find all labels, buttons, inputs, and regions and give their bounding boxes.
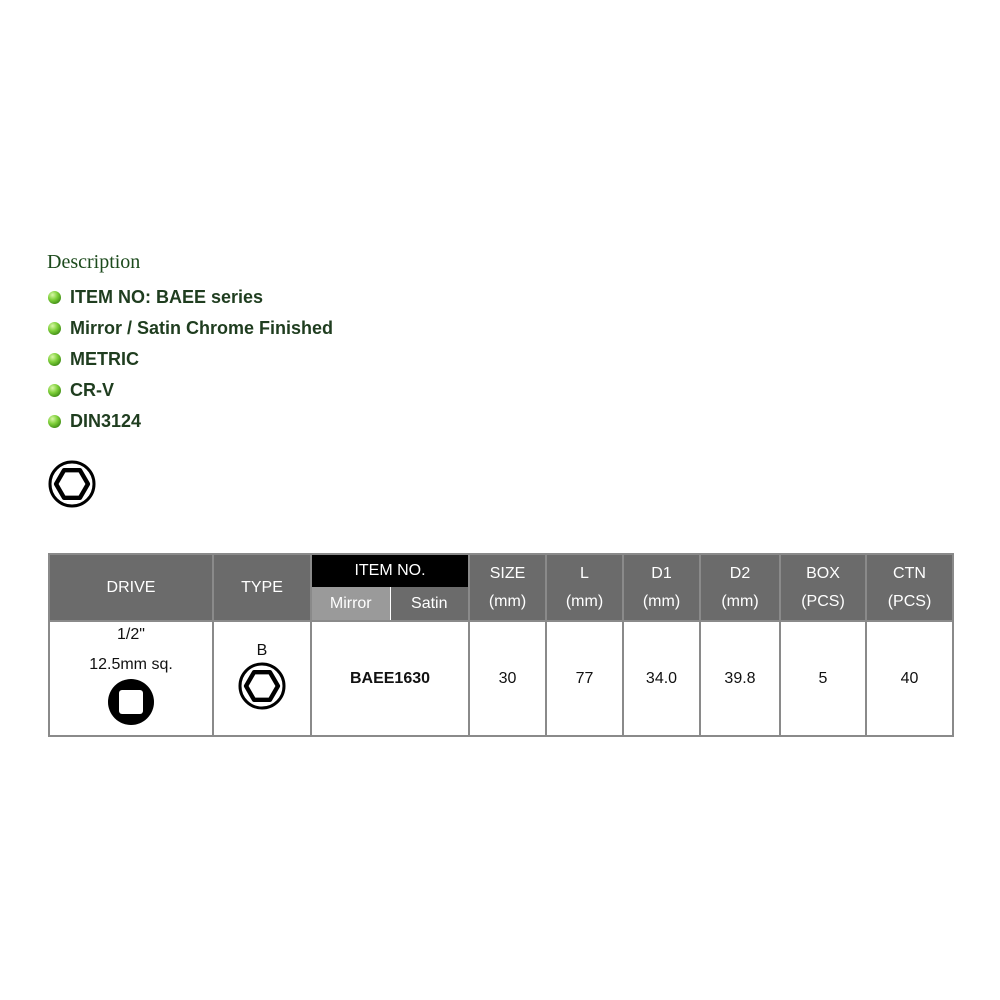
feature-text: ITEM NO: BAEE series bbox=[70, 287, 264, 307]
cell-item-no: BAEE1630 bbox=[311, 621, 469, 736]
header-drive: DRIVE bbox=[49, 554, 213, 621]
type-label: B bbox=[256, 642, 268, 659]
feature-list bbox=[48, 282, 333, 437]
feature-text: Mirror / Satin Chrome Finished bbox=[70, 318, 334, 338]
cell-l: 77 bbox=[546, 621, 623, 736]
feature-item bbox=[48, 313, 333, 344]
header-item-no bbox=[311, 554, 469, 621]
cell-d2: 39.8 bbox=[700, 621, 780, 736]
header-box-unit: (PCS) bbox=[801, 592, 845, 610]
header-satin: Satin bbox=[391, 587, 469, 620]
feature-text: DIN3124 bbox=[70, 411, 142, 431]
drive-size: 1/2" bbox=[117, 626, 145, 643]
description-title: Description bbox=[47, 251, 141, 273]
cell-size: 30 bbox=[469, 621, 546, 736]
header-d1-label: D1 bbox=[651, 564, 672, 582]
header-size-label: SIZE bbox=[489, 564, 526, 582]
cell-type bbox=[213, 621, 311, 736]
header-ctn-label: CTN bbox=[893, 564, 926, 582]
feature-item bbox=[48, 406, 333, 437]
green-ball-bullet-icon bbox=[48, 322, 61, 335]
header-box-label: BOX bbox=[806, 564, 840, 582]
hexagon-icon bbox=[47, 460, 97, 513]
header-d2-unit: (mm) bbox=[721, 592, 759, 610]
header-mirror: Mirror bbox=[312, 587, 391, 620]
header-d2-label: D2 bbox=[729, 564, 751, 582]
green-ball-bullet-icon bbox=[48, 415, 61, 428]
header-type: TYPE bbox=[213, 554, 311, 621]
header-ctn-unit: (PCS) bbox=[887, 592, 932, 610]
feature-item bbox=[48, 344, 333, 375]
green-ball-bullet-icon bbox=[48, 291, 61, 304]
drive-mm: 12.5mm sq. bbox=[89, 656, 173, 673]
feature-item bbox=[48, 282, 333, 313]
green-ball-bullet-icon bbox=[48, 353, 61, 366]
header-item-no-label: ITEM NO. bbox=[312, 555, 468, 587]
table-header-row bbox=[49, 554, 953, 621]
cell-box: 5 bbox=[780, 621, 866, 736]
hexagon-icon bbox=[237, 697, 287, 714]
feature-text: CR-V bbox=[70, 380, 114, 400]
table-row bbox=[49, 621, 953, 736]
feature-item bbox=[48, 375, 333, 406]
header-ctn bbox=[866, 554, 953, 621]
square-drive-icon bbox=[107, 713, 155, 730]
cell-d1: 34.0 bbox=[623, 621, 700, 736]
header-l-unit: (mm) bbox=[565, 592, 604, 610]
header-l bbox=[546, 554, 623, 621]
green-ball-bullet-icon bbox=[48, 384, 61, 397]
spec-table bbox=[48, 553, 954, 737]
header-l-label: L bbox=[580, 564, 589, 582]
feature-text: METRIC bbox=[70, 349, 139, 369]
header-d1 bbox=[623, 554, 700, 621]
header-d2 bbox=[700, 554, 780, 621]
header-box bbox=[780, 554, 866, 621]
cell-ctn: 40 bbox=[866, 621, 953, 736]
header-d1-unit: (mm) bbox=[642, 592, 681, 610]
header-size-unit: (mm) bbox=[488, 592, 527, 610]
cell-drive bbox=[49, 621, 213, 736]
header-size bbox=[469, 554, 546, 621]
